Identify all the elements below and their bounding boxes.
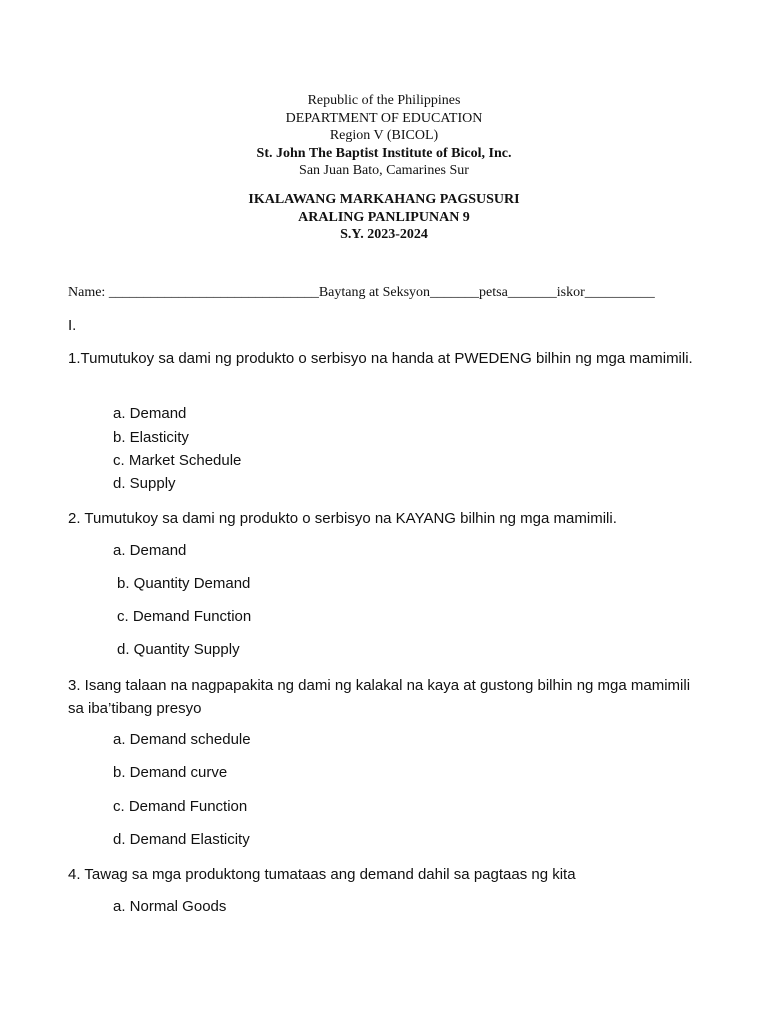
question-1-choice-b: b. Elasticity (113, 429, 189, 446)
question-3-text: 3. Isang talaan na nagpapakita ng dami ng kalakal na kaya at gustong bilhin ng mga mamimili sa iba’tibang presyo (68, 677, 691, 717)
question-1-choice-d: d. Supply (113, 475, 176, 492)
exam-title: IKALAWANG MARKAHANG PAGSUSURI (248, 192, 520, 207)
header-region: Region V (BICOL) (329, 128, 439, 143)
header-school-name: St. John The Baptist Institute of Bicol, Inc. (256, 145, 512, 161)
question-3-choice-a: a. Demand schedule (113, 731, 251, 748)
question-1-choice-a: a. Demand (113, 405, 187, 422)
header-republic: Republic of the Philippines (307, 93, 461, 108)
question-3-choice-b: b. Demand curve (113, 764, 228, 781)
question-1-choice-c: c. Market Schedule (113, 452, 242, 469)
section-label: I. (68, 317, 77, 334)
question-3-choice-c: c. Demand Function (113, 798, 248, 815)
header-department: DEPARTMENT OF EDUCATION (285, 110, 483, 126)
question-1-text: 1.Tumutukoy sa dami ng produkto o serbisyo na handa at PWEDENG bilhin ng mga mamimili. (68, 350, 693, 367)
letterhead (0, 92, 768, 180)
question-4-choice-a: a. Normal Goods (113, 898, 227, 915)
question-2-choice-d: d. Quantity Supply (117, 641, 240, 658)
question-2-choice-c: c. Demand Function (117, 608, 252, 625)
exam-title-block (0, 191, 768, 244)
exam-school-year: S.Y. 2023-2024 (340, 227, 428, 242)
student-info-line: Name: ______________________________Baytang at Seksyon_______petsa_______iskor__________ (68, 285, 655, 300)
question-3-choice-d: d. Demand Elasticity (113, 831, 250, 848)
question-2-choice-b: b. Quantity Demand (117, 575, 251, 592)
question-2-choice-a: a. Demand (113, 542, 187, 559)
exam-subject: ARALING PANLIPUNAN 9 (298, 209, 470, 225)
question-2-text: 2. Tumutukoy sa dami ng produkto o serbisyo na KAYANG bilhin ng mga mamimili. (68, 510, 617, 527)
header-address: San Juan Bato, Camarines Sur (299, 163, 469, 178)
question-4-text: 4. Tawag sa mga produktong tumataas ang demand dahil sa pagtaas ng kita (68, 866, 576, 883)
